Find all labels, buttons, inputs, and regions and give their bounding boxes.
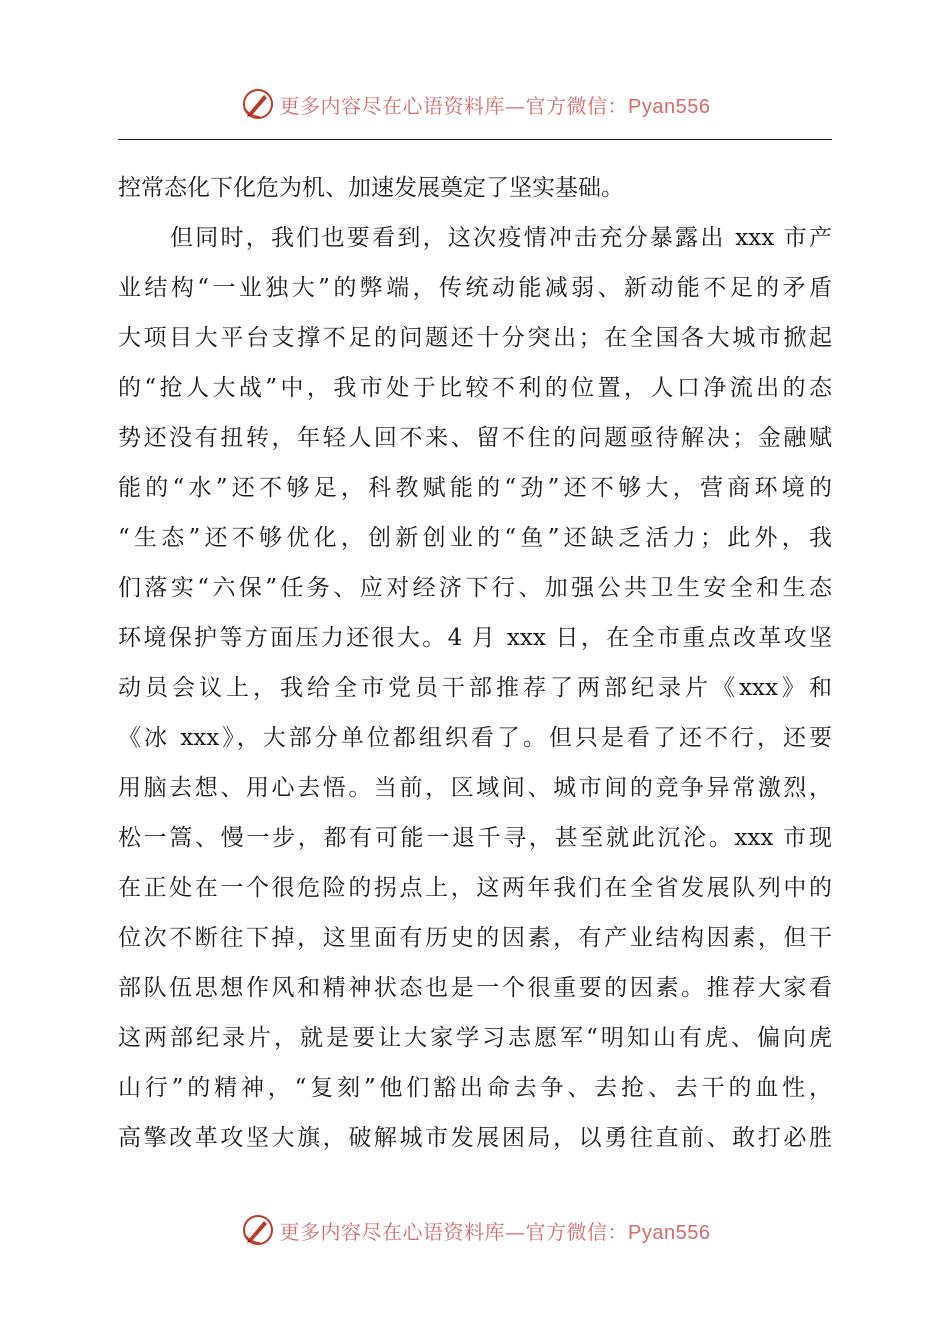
text-line: 松一篙、慢一步，都有可能一退千寻，甚至就此沉沦。xxx 市现 — [118, 825, 832, 851]
text-line: 高擎改革攻坚大旗，破解城市发展困局，以勇往直前、敢打必胜 — [118, 1125, 832, 1151]
text-line: 用脑去想、用心去悟。当前，区域间、城市间的竞争异常激烈， — [118, 775, 832, 801]
text-line: 大项目大平台支撑不足的问题还十分突出；在全国各大城市掀起 — [118, 325, 832, 351]
header-banner-text: 更多内容尽在心语资料库—官方微信：Pyan556 — [279, 93, 711, 118]
text-line: 部队伍思想作风和精神状态也是一个很重要的因素。推荐大家看 — [118, 975, 832, 1001]
text-line: “生态”还不够优化，创新创业的“鱼”还缺乏活力；此外，我 — [118, 525, 832, 551]
text-line: 山行”的精神，“复刻”他们豁出命去争、去抢、去干的血性， — [118, 1075, 832, 1101]
text-line: 的“抢人大战”中，我市处于比较不利的位置，人口净流出的态 — [118, 375, 832, 401]
text-line: 动员会议上，我给全市党员干部推荐了两部纪录片《xxx》和 — [118, 675, 832, 701]
text-line: 在正处在一个很危险的拐点上，这两年我们在全省发展队列中的 — [118, 875, 832, 901]
text-line: 控常态化下化危为机、加速发展奠定了坚实基础。 — [118, 175, 624, 201]
header-divider — [118, 139, 832, 140]
header-banner-handle: Pyan556 — [628, 95, 711, 118]
text-line: 能的“水”还不够足，科教赋能的“劲”还不够大，营商环境的 — [118, 475, 832, 501]
text-line: 环境保护等方面压力还很大。4 月 xxx 日，在全市重点改革攻坚 — [118, 625, 832, 651]
pen-circle-logo-icon — [240, 1212, 276, 1248]
footer-banner — [0, 1210, 950, 1250]
footer-banner-handle: Pyan556 — [628, 1221, 711, 1244]
text-line: 业结构“一业独大”的弊端，传统动能减弱、新动能不足的矛盾 — [118, 275, 832, 301]
header-banner — [0, 84, 950, 124]
text-line: 这两部纪录片，就是要让大家学习志愿军“明知山有虎、偏向虎 — [118, 1025, 832, 1051]
pen-circle-logo-icon — [240, 86, 276, 122]
text-line: 但同时，我们也要看到，这次疫情冲击充分暴露出 xxx 市产 — [170, 225, 832, 251]
footer-banner-text: 更多内容尽在心语资料库—官方微信：Pyan556 — [279, 1219, 711, 1244]
text-line: 势还没有扭转，年轻人回不来、留不住的问题亟待解决；金融赋 — [118, 425, 832, 451]
document-body — [118, 163, 832, 1163]
text-line: 们落实“六保”任务、应对经济下行、加强公共卫生安全和生态 — [118, 575, 832, 601]
text-line: 位次不断往下掉，这里面有历史的因素，有产业结构因素，但干 — [118, 925, 832, 951]
text-line: 《冰 xxx》，大部分单位都组织看了。但只是看了还不行，还要 — [118, 725, 832, 751]
